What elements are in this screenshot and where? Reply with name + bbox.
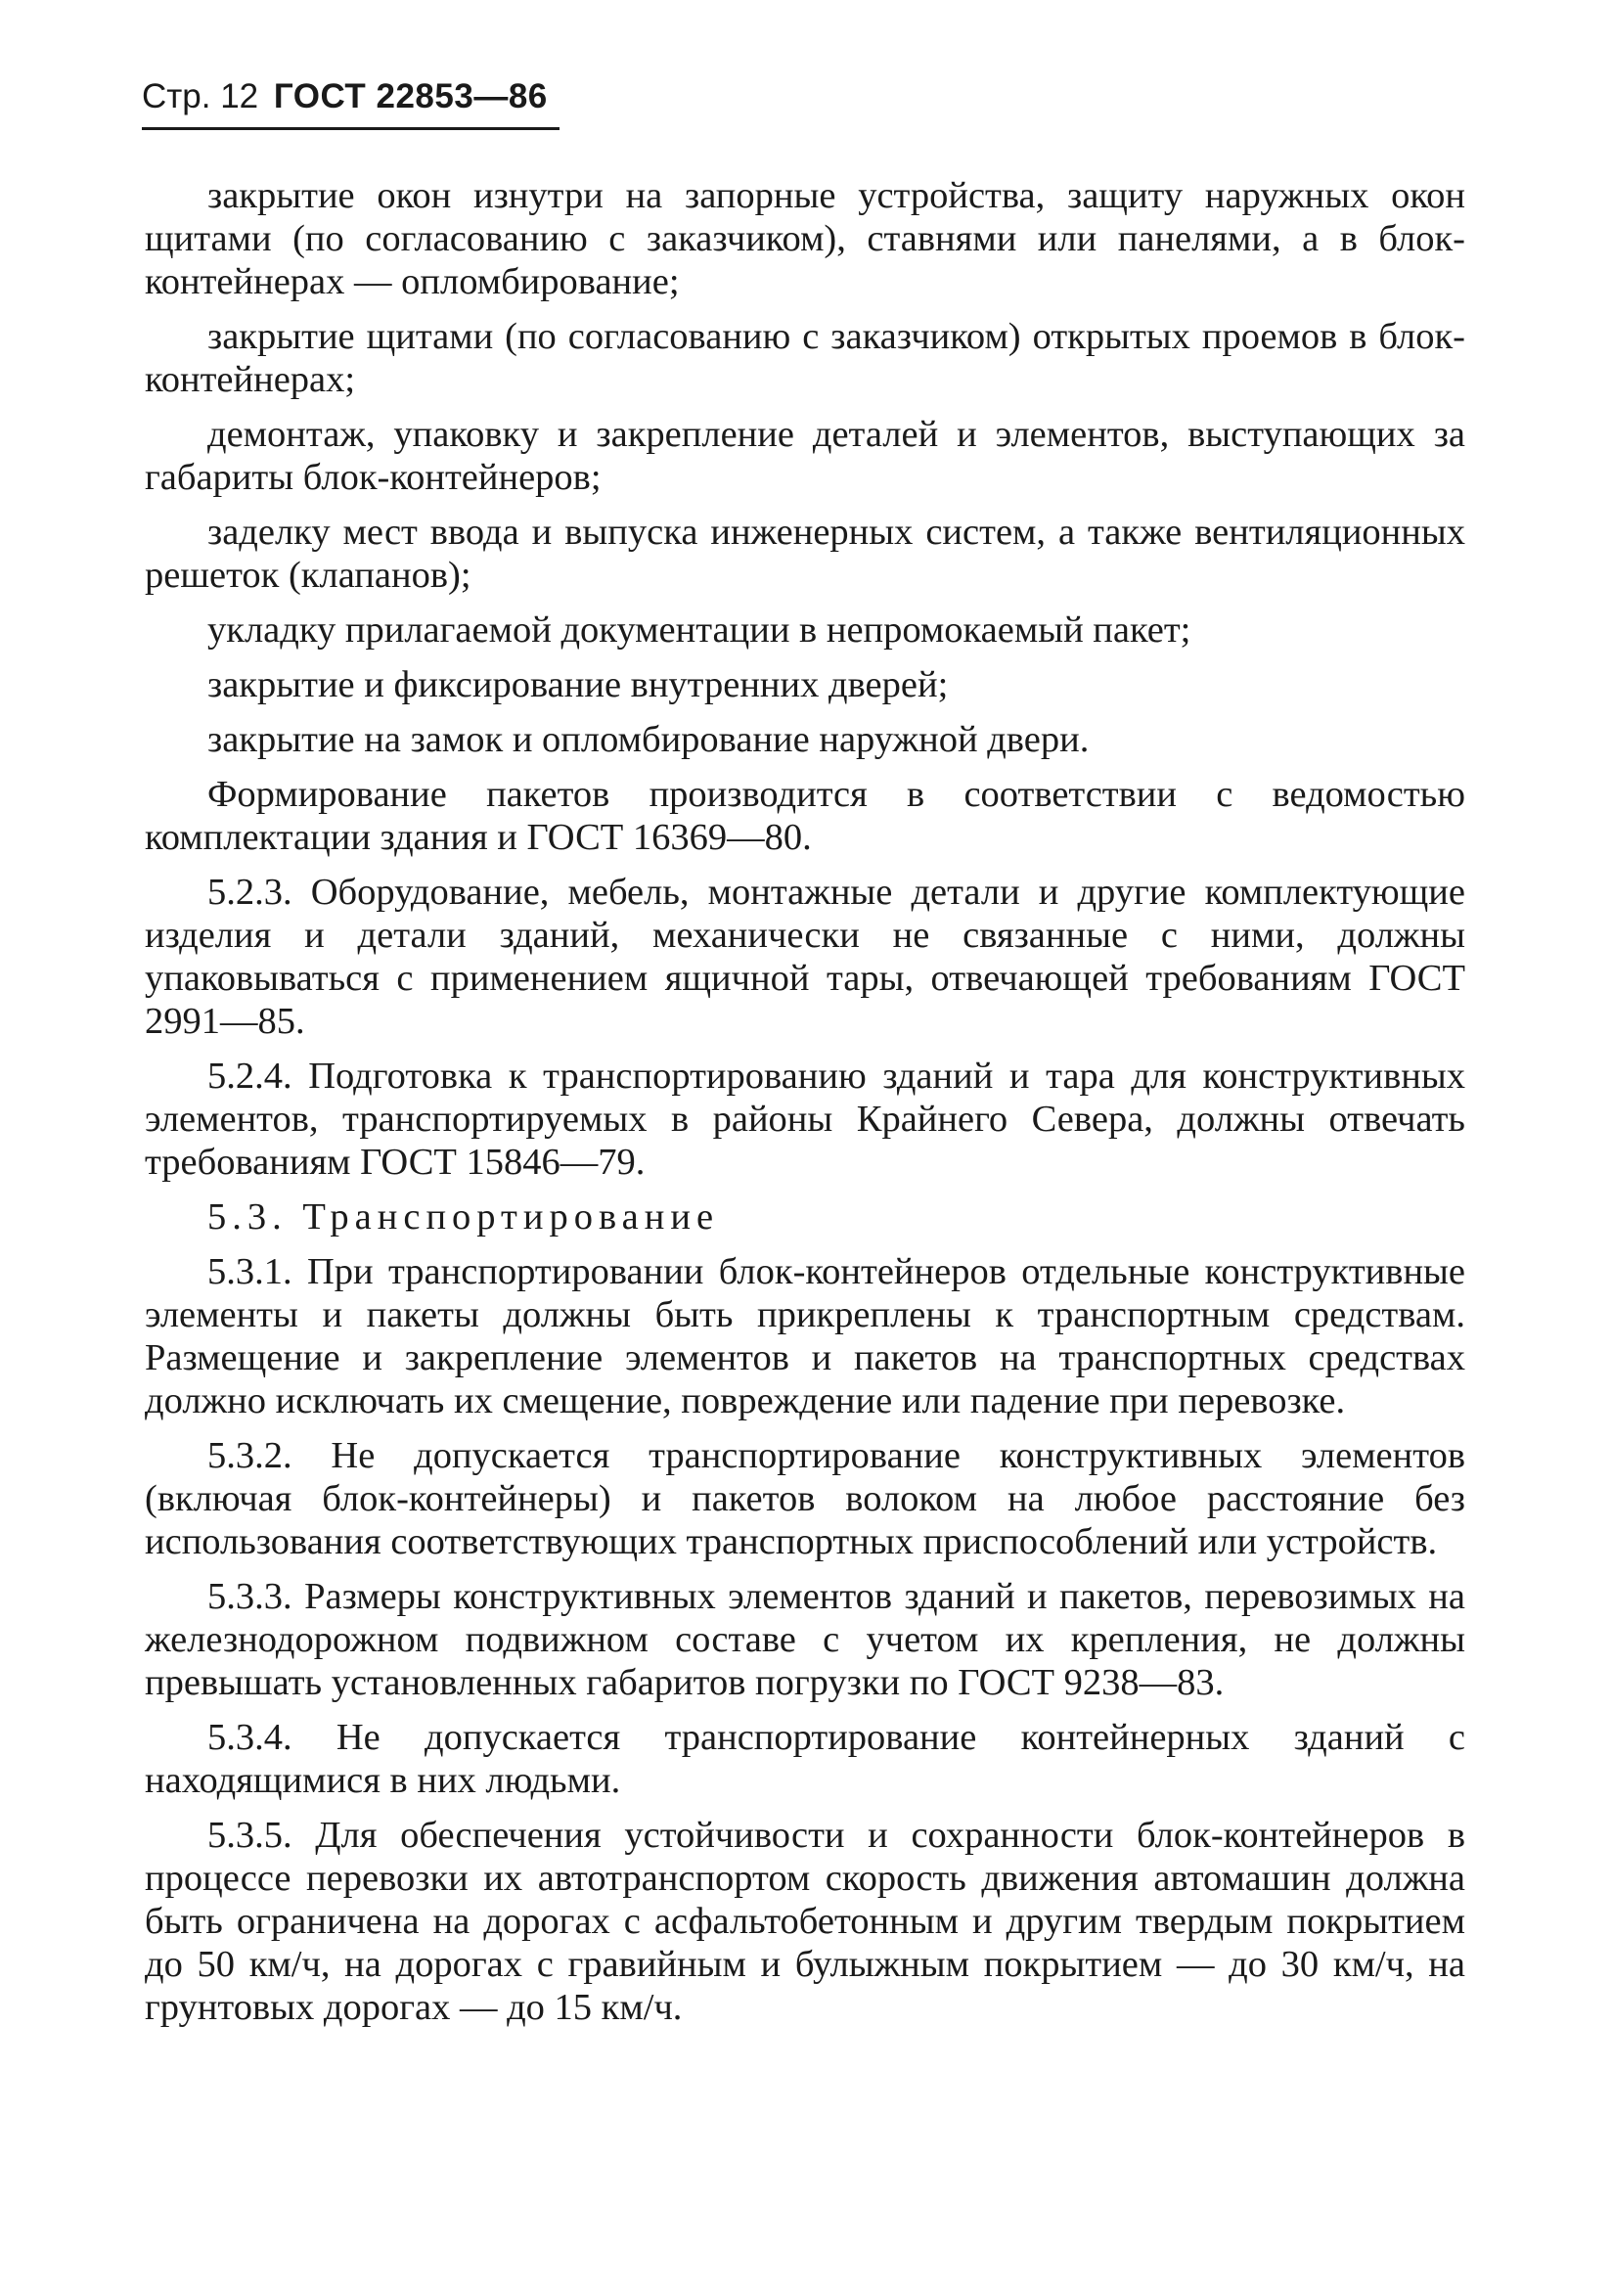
clause-5-3-5: 5.3.5. Для обеспечения устойчивости и сохранности блок-контейнеров в процессе перевозки их автотранспортом скорость движения автомашин должна быть ограничена на дорогах с асфальтобетонным и другим твердым покрытием до 50 км/ч, на дорогах с гравийным и булыжным покрытием — до 30 км/ч, на грунтовых дорогах — до 15 км/ч. <box>145 1815 1465 2028</box>
clause-5-3-4: 5.3.4. Не допускается транспортирование контейнерных зданий с находящимися в них людьми. <box>145 1717 1465 1801</box>
paragraph-inner-doors: закрытие и фиксирование внутренних дверей; <box>207 664 949 705</box>
section-heading-5-3: 5.3. Транспортирование <box>207 1196 720 1238</box>
page-header <box>142 67 560 130</box>
paragraph-window-closing: закрытие окон изнутри на запорные устройства, защиту наружных окон щитами (по согласованию с заказчиком), ставнями или панелями, а в блок-контейнерах — опломбирование; <box>145 175 1465 302</box>
clause-5-2-4: 5.2.4. Подготовка к транспортированию зданий и тара для конструктивных элементов, транспортируемых в районы Крайнего Севера, должны отвечать требованиям ГОСТ 15846—79. <box>145 1056 1465 1183</box>
clause-5-2-3: 5.2.3. Оборудование, мебель, монтажные детали и другие комплектующие изделия и детали зданий, механически не связанные с ними, должны упаковываться с применением ящичной тары, отвечающей требованиям ГОСТ 2991—85. <box>145 872 1465 1042</box>
clause-5-3-3: 5.3.3. Размеры конструктивных элементов зданий и пакетов, перевозимых на железнодорожном подвижном составе с учетом их крепления, не должны превышать установленных габаритов погрузки по ГОСТ 9238—83. <box>145 1576 1465 1703</box>
paragraph-sealing-inputs: заделку мест ввода и выпуска инженерных систем, а также вентиляционных решеток (клапанов); <box>145 512 1465 596</box>
body-text <box>145 174 1465 2041</box>
paragraph-outer-door: закрытие на замок и опломбирование наружной двери. <box>207 719 1090 760</box>
paragraph-documentation: укладку прилагаемой документации в непромокаемый пакет; <box>207 609 1191 651</box>
clause-5-3-2: 5.3.2. Не допускается транспортирование конструктивных элементов (включая блок-контейнеры) и пакетов волоком на любое расстояние без использования соответствующих транспортных приспособлений или устройств. <box>145 1435 1465 1562</box>
paragraph-openings-shields: закрытие щитами (по согласованию с заказчиком) открытых проемов в блок-контейнерах; <box>145 316 1465 400</box>
page-number-label: Стр. 12 <box>142 77 259 115</box>
paragraph-packages: Формирование пакетов производится в соответствии с ведомостью комплектации здания и ГОСТ 16369—80. <box>145 774 1465 858</box>
standard-designation: ГОСТ 22853—86 <box>273 77 548 115</box>
paragraph-dismantling: демонтаж, упаковку и закрепление деталей и элементов, выступающих за габариты блок-контейнеров; <box>145 414 1465 498</box>
clause-5-3-1: 5.3.1. При транспортировании блок-контейнеров отдельные конструктивные элементы и пакеты должны быть прикреплены к транспортным средствам. Размещение и закрепление элементов и пакетов на транспортных средствах должно исключать их смещение, повреждение или падение при перевозке. <box>145 1251 1465 1421</box>
